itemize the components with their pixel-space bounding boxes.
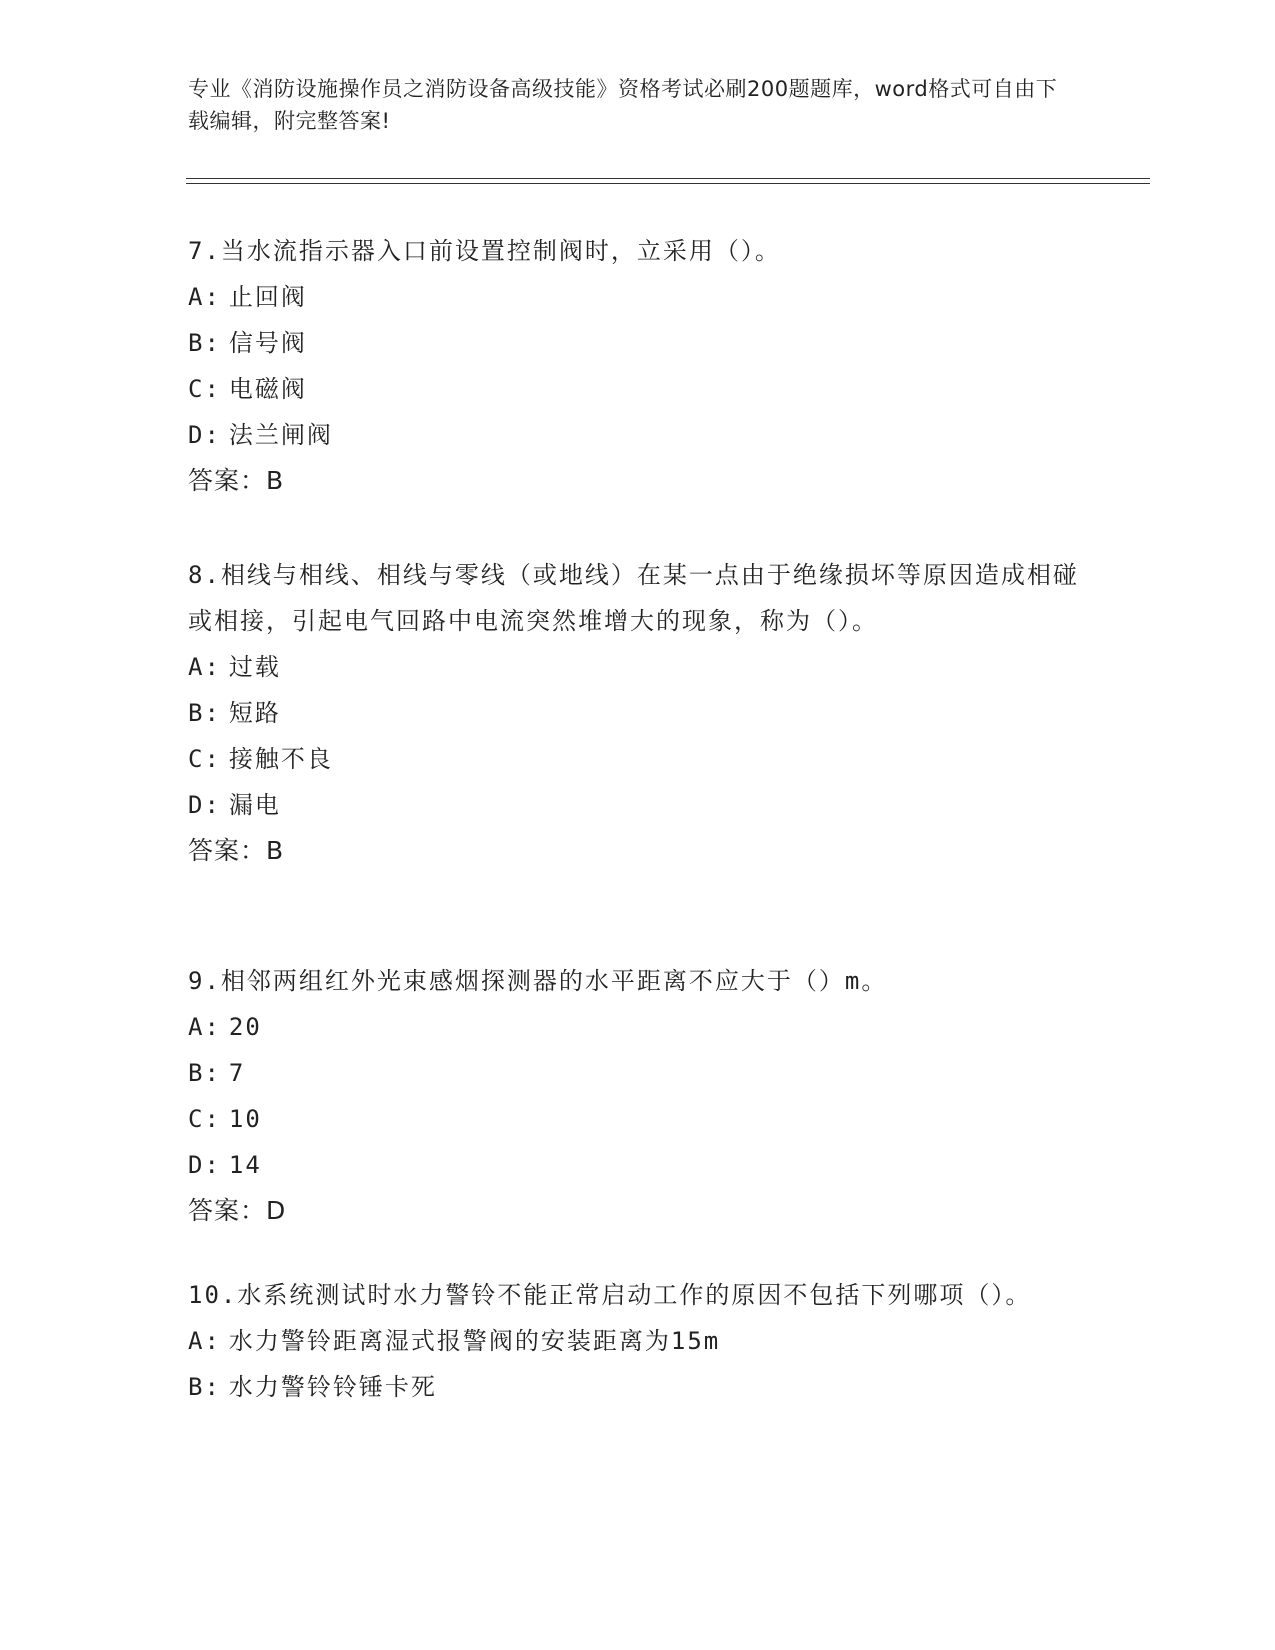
question-answer: 答案：B bbox=[188, 836, 285, 865]
option-letter: D: bbox=[188, 1151, 221, 1179]
question-stem: 10.水系统测试时水力警铃不能正常启动工作的原因不包括下列哪项（）。 bbox=[188, 1281, 1032, 1309]
option-letter: B: bbox=[188, 329, 221, 357]
option-c bbox=[188, 736, 1088, 782]
option-text: 7 bbox=[228, 1059, 246, 1087]
option-c bbox=[188, 1096, 1088, 1142]
option-a bbox=[188, 644, 1088, 690]
option-a bbox=[188, 274, 1088, 320]
question-7 bbox=[188, 228, 1088, 504]
option-text: 电磁阀 bbox=[228, 375, 307, 403]
option-text: 法兰闸阀 bbox=[228, 421, 333, 449]
option-text: 接触不良 bbox=[228, 745, 333, 773]
option-letter: B: bbox=[188, 1373, 221, 1401]
option-text: 过载 bbox=[228, 653, 281, 681]
option-b bbox=[188, 1364, 1088, 1410]
option-d bbox=[188, 412, 1088, 458]
document-header: 专业《消防设施操作员之消防设备高级技能》资格考试必刷200题题库，word格式可自由下载编辑，附完整答案! bbox=[188, 77, 1058, 133]
option-text: 20 bbox=[228, 1013, 262, 1041]
option-letter: B: bbox=[188, 699, 221, 727]
option-letter: D: bbox=[188, 421, 221, 449]
header-divider-bottom bbox=[186, 183, 1150, 184]
option-text: 水力警铃距离湿式报警阀的安装距离为15m bbox=[228, 1327, 721, 1355]
option-letter: C: bbox=[188, 745, 221, 773]
option-text: 止回阀 bbox=[228, 283, 307, 311]
option-letter: C: bbox=[188, 1105, 221, 1133]
option-c bbox=[188, 366, 1088, 412]
question-8 bbox=[188, 552, 1088, 874]
question-stem: 9.相邻两组红外光束感烟探测器的水平距离不应大于（）m。 bbox=[188, 967, 888, 995]
question-10 bbox=[188, 1272, 1088, 1410]
option-letter: A: bbox=[188, 1327, 221, 1355]
option-text: 信号阀 bbox=[228, 329, 307, 357]
option-text: 短路 bbox=[228, 699, 281, 727]
option-text: 14 bbox=[228, 1151, 262, 1179]
header-divider-top bbox=[186, 178, 1150, 179]
option-a bbox=[188, 1318, 1088, 1364]
option-b bbox=[188, 320, 1088, 366]
option-letter: B: bbox=[188, 1059, 221, 1087]
option-text: 10 bbox=[228, 1105, 262, 1133]
option-b bbox=[188, 690, 1088, 736]
option-letter: A: bbox=[188, 1013, 221, 1041]
option-letter: C: bbox=[188, 375, 221, 403]
question-answer: 答案：D bbox=[188, 1196, 287, 1225]
option-letter: A: bbox=[188, 653, 221, 681]
question-9 bbox=[188, 958, 1088, 1234]
option-text: 漏电 bbox=[228, 791, 281, 819]
option-a bbox=[188, 1004, 1088, 1050]
option-letter: A: bbox=[188, 283, 221, 311]
question-stem: 8.相线与相线、相线与零线（或地线）在某一点由于绝缘损坏等原因造成相碰或相接，引起电气回路中电流突然堆增大的现象，称为（）。 bbox=[188, 561, 1079, 635]
option-b bbox=[188, 1050, 1088, 1096]
question-answer: 答案：B bbox=[188, 466, 285, 495]
option-d bbox=[188, 782, 1088, 828]
question-stem: 7.当水流指示器入口前设置控制阀时，立采用（）。 bbox=[188, 237, 781, 265]
option-d bbox=[188, 1142, 1088, 1188]
option-text: 水力警铃铃锤卡死 bbox=[228, 1373, 437, 1401]
option-letter: D: bbox=[188, 791, 221, 819]
